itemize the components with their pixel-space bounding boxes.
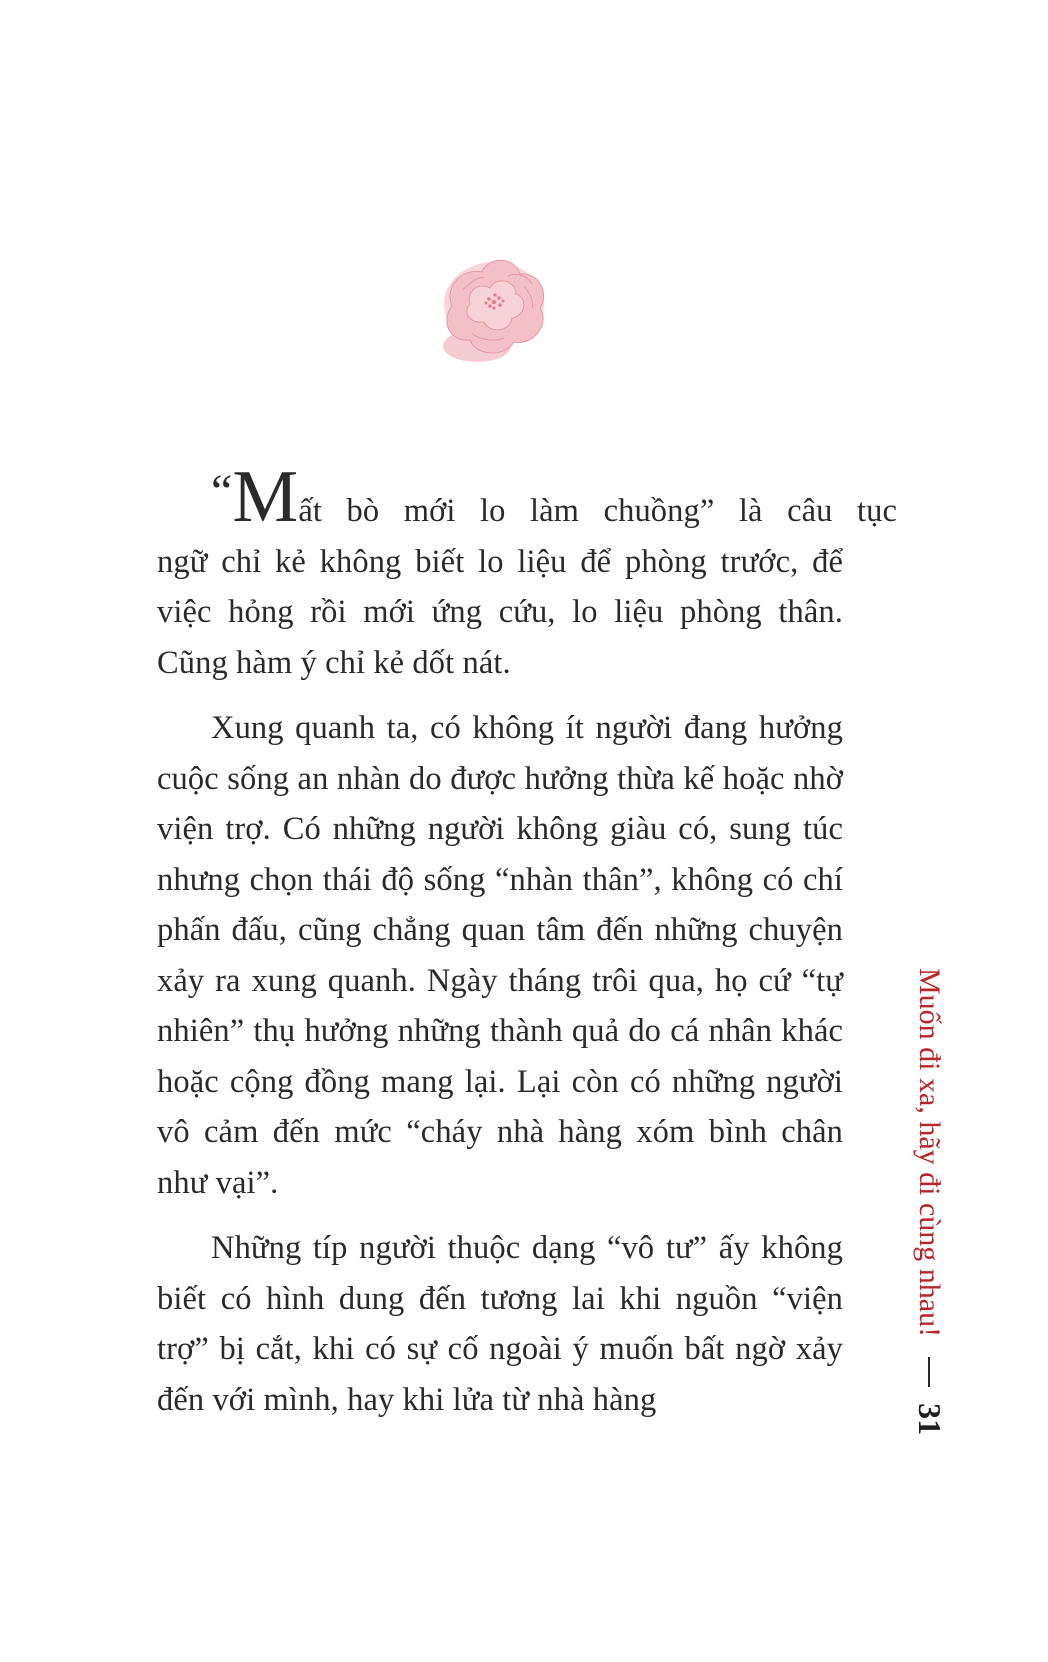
paragraph-1-text: ngữ chỉ kẻ không biết lo liệu để phòng trước, để việc hỏng rồi mới ứng cứu, lo liệu phòng thân. Cũng hàm ý chỉ kẻ dốt nát. [157,543,843,681]
paragraph-3: Những típ người thuộc dạng “vô tư” ấy không biết có hình dung đến tương lai khi nguồn “viện trợ” bị cắt, khi có sự cố ngoài ý muốn bất ngờ xảy đến với mình, hay khi lửa từ nhà hàng [157,1230,843,1418]
first-line-text: ất bò mới lo làm chuồng” là câu tục [298,493,897,529]
running-header [900,968,950,1528]
paragraph-1 [157,456,897,688]
opening-quote: “ [211,465,233,518]
drop-cap: M [232,456,299,538]
book-title: Muốn đi xa, hãy đi cùng nhau! [913,968,947,1338]
page-number: 31 [912,1403,948,1436]
first-line [157,456,897,538]
body-text [157,456,897,1440]
separator [929,1357,931,1387]
paragraph-2: Xung quanh ta, có không ít người đang hưởng cuộc sống an nhàn do được hưởng thừa kế hoặc nhờ viện trợ. Có những người không giàu có, sung túc nhưng chọn thái độ sống “nhàn thân”, không có chí phấn đấu, cũng chẳng quan tâm đến những chuyện xảy ra xung quanh. Ngày tháng trôi qua, họ cứ “tự nhiên” thụ hưởng những thành quả do cá nhân khác hoặc cộng đồng mang lại. Lại còn có những người vô cảm đến mức “cháy nhà hàng xóm bình chân như vại”. [157,710,843,1201]
peony-flower-icon [432,246,562,376]
